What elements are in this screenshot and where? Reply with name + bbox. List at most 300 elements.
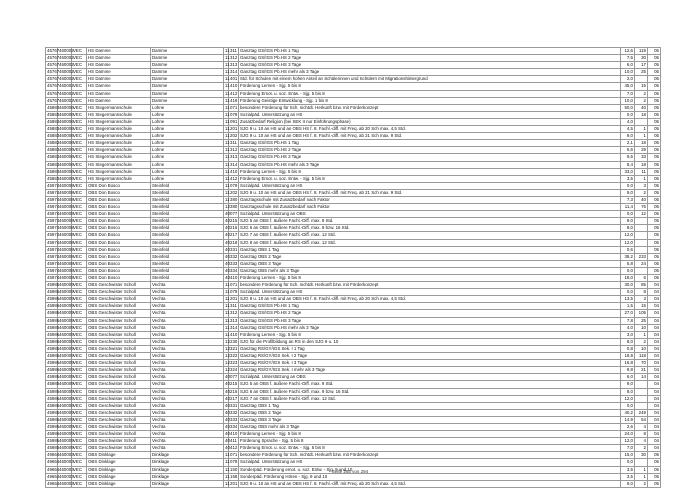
table-row [46,275,661,282]
id-cell: 45883 [47,147,60,153]
count-cell: 1 [635,331,648,338]
hours-cell: 24,0 [621,431,635,438]
id-cell: 45974 [47,267,60,273]
region-cell: VEC [72,409,87,416]
count-cell: 18 [635,161,648,168]
code-cell: 460008 [59,196,74,202]
table-row [46,282,661,289]
description-cell: Ganztag OBS 2 Tage [239,253,621,260]
key-cell: 218 [230,239,238,245]
hours-cell: 2,1 [621,140,635,147]
description-cell: Ganztagsschule mit Zusatzbedarf nach Faktor [239,204,621,211]
key-cell: 410 [230,331,238,337]
key-cell: 333 [230,260,238,266]
type-cell: 40 [225,218,230,224]
key-cell: 322 [230,353,238,359]
code-cell: 460008 [59,182,74,188]
hours-cell: 13,5 [621,296,635,303]
key-cell: 077 [230,374,238,380]
table-row [46,431,661,438]
key-cell: 411 [230,438,237,444]
count-cell: 3 [635,182,648,189]
key-cell: 150 [230,466,238,472]
description-cell: Ganztag OBS mehr als 3 Tage [239,423,621,430]
id-cell: 45986 [47,282,60,288]
id-cell: 45767 [47,76,60,82]
region-cell: VEC [72,331,87,338]
code-cell: 460008 [59,260,74,266]
school-cell: OBS Geschwister Scholl [87,353,151,360]
school-cell: OBS Don Bosco [87,204,151,211]
id-cell: 49664 [47,452,60,458]
town-cell: Dinklage [151,473,224,480]
region-cell: VEC [72,296,87,303]
code-cell: 460009 [59,423,74,429]
code-cell: 460003 [59,466,74,472]
hours-cell: 10,0 [621,69,635,76]
table-row [46,438,661,445]
town-cell: Damme [151,90,224,97]
town-cell: Vechta [151,296,224,303]
group-cell: 05 [648,267,661,274]
table-row [46,189,661,196]
table-row [46,133,661,140]
code-cell: 460008 [59,275,74,280]
id-cell: 49664 [47,473,60,479]
town-cell: Vechta [151,310,224,317]
table-row [46,239,661,246]
region-cell: VEC [72,69,87,76]
group-cell: 04 [648,296,661,303]
key-cell: 077 [230,211,238,217]
code-cell: 460009 [59,360,74,366]
description-cell: Sozialpäd. Unterstützung an OBS [239,374,621,381]
hours-cell: 16,8 [621,360,635,367]
count-cell [635,402,648,409]
key-cell: 314 [230,69,238,75]
type-cell: 40 [225,381,230,387]
hours-cell: 3,5 [621,466,635,473]
key-cell: 215 [230,218,238,224]
school-cell: OBS Geschwister Scholl [87,423,151,430]
table-row [46,168,661,175]
table-row [46,161,661,168]
town-cell: Steinfeld [151,253,224,260]
key-cell: 334 [230,267,238,273]
table-row [46,303,661,310]
key-cell: 333 [230,416,238,422]
group-cell: 05 [648,225,661,232]
region-cell: VEC [72,133,87,140]
type-cell: 40 [225,275,230,280]
school-cell: OBS Dinklage [87,452,151,459]
region-cell: VEC [72,423,87,430]
type-cell: 11 [225,175,230,181]
type-cell: 11 [225,133,230,139]
region-cell: VEC [72,97,87,104]
school-cell: OBS Don Bosco [87,218,151,225]
key-cell: 216 [230,225,238,231]
hours-cell: 18,0 [621,275,635,282]
group-cell: 04 [648,345,661,352]
id-cell: 45883 [47,140,60,146]
code-cell: 460002 [59,97,74,103]
key-cell: 312 [230,310,238,316]
table-row [46,97,661,104]
description-cell: Std. für Schulen mit einem hohen Anteil an Schülerinnen und Schülern mit Migrationshintergrund [239,76,621,83]
group-cell: 05 [648,76,661,83]
group-cell: 05 [648,480,661,487]
region-cell: VEC [72,438,87,445]
type-cell: 11 [225,111,230,117]
code-cell: 460009 [59,445,74,451]
school-cell: HS Stegermannschule [87,147,151,154]
id-cell: 45986 [47,289,60,295]
type-cell: 40 [225,395,230,401]
group-cell: 05 [648,239,661,246]
description-cell: besondere Förderung für Sch. nichtdt. Herkunft bzw. mit Förderkonzept [239,104,621,111]
table-row [46,310,661,317]
school-cell: OBS Dinklage [87,459,151,466]
group-cell: 05 [648,175,661,182]
description-cell: Ganztag RS/GY/IGS Sek. I 2 Tage [239,353,621,360]
code-cell: 460003 [59,473,74,479]
group-cell: 05 [648,111,661,118]
id-cell: 45883 [47,104,60,110]
id-cell: 45986 [47,367,60,373]
table-row [46,402,661,409]
id-cell: 49664 [47,459,60,465]
description-cell: SJG 9 u. 10 an HS und an OBS HS f. 8. Fachl.-diff. mit Freq. ab 21 Sch max. 9 Std. [239,189,621,196]
school-cell: OBS Geschwister Scholl [87,438,151,445]
group-cell: 04 [648,338,661,345]
town-cell: Steinfeld [151,218,224,225]
table-row [46,345,661,352]
description-cell: SJG 7 an OBS f. äußere Fachl.-Diff. max. 12 Std. [239,395,621,402]
group-cell: 04 [648,374,661,381]
school-cell: OBS Don Bosco [87,267,151,274]
table-row [46,409,661,416]
town-cell: Vechta [151,438,224,445]
table-row [46,48,661,55]
town-cell: Lohne [151,154,224,161]
hours-cell: 12,6 [621,48,635,55]
group-cell: 05 [648,133,661,140]
code-cell: 460006 [59,126,74,132]
type-cell: 11 [225,97,230,103]
table-row [46,218,661,225]
type-cell: 11 [225,196,230,202]
count-cell: 2 [635,189,648,196]
page-footer: Seite 265 von 294 [331,469,369,474]
count-cell: 1 [635,175,648,182]
town-cell: Steinfeld [151,267,224,274]
id-cell: 45986 [47,374,60,380]
table-row [46,225,661,232]
id-cell: 45974 [47,239,60,245]
table-row [46,204,661,211]
group-cell: 05 [648,452,661,459]
region-cell: VEC [72,282,87,289]
description-cell: Ganztag GS/IGS Pb.HS 1 Tag [239,48,621,55]
key-cell: 215 [230,381,238,387]
id-cell: 45986 [47,331,60,337]
id-cell: 45986 [47,324,60,330]
school-cell: OBS Geschwister Scholl [87,282,151,289]
table-row [46,388,661,395]
region-cell: VEC [72,260,87,267]
description-cell: Sozialpäd. Unterstützung an HS [239,111,621,118]
hours-cell: 3,5 [621,473,635,480]
region-cell: VEC [72,140,87,147]
table-row [46,118,661,125]
region-cell: VEC [72,182,87,189]
code-cell: 460009 [59,338,74,344]
school-cell: OBS Geschwister Scholl [87,367,151,374]
description-cell: Ganztag GS/IGS Pb.HS mehr als 3 Tage [239,324,621,331]
description-cell: SJG 9 u. 10 an HS und an OBS HS f. 8. Fachl.-diff. mit Freq. ab 20 Sch max. 4,5 Std. [239,480,621,487]
code-cell: 460008 [59,232,74,238]
id-cell: 45767 [47,62,60,68]
code-cell: 460006 [59,140,74,146]
hours-cell: 0,0 [621,111,635,118]
type-cell: 11 [225,48,230,53]
hours-cell: 30,0 [621,282,635,289]
type-cell: 12 [225,204,230,210]
key-cell: 314 [230,324,238,330]
description-cell: SJG 6 an OBS f. äußere Fachl.-Diff. max. 9 bzw. 16 Std. [239,225,621,232]
region-cell: VEC [72,459,87,466]
town-cell: Steinfeld [151,232,224,239]
key-cell: 410 [230,83,238,89]
hours-cell: 7,8 [621,317,635,324]
code-cell: 460006 [59,154,74,160]
count-cell [635,388,648,395]
hours-cell: 0,0 [621,459,635,466]
town-cell: Steinfeld [151,246,224,253]
description-cell: SJG 6 an OBS f. äußere Fachl.-Diff. max. 9 bzw. 16 Std. [239,388,621,395]
group-cell: 05 [648,90,661,97]
type-cell: 11 [225,473,230,479]
key-cell: 202 [230,133,238,139]
region-cell: VEC [72,360,87,367]
table-row [46,126,661,133]
group-cell: 05 [648,161,661,168]
code-cell: 460009 [59,431,74,437]
key-cell: 380 [230,196,238,202]
hours-cell: 0,0 [621,182,635,189]
key-cell: 079 [230,459,238,465]
key-cell: 217 [230,395,238,401]
id-cell: 45974 [47,253,60,259]
hours-cell: 12,0 [621,232,635,239]
description-cell: Ganztag GS/IGS Pb.HS mehr als 3 Tage [239,69,621,76]
type-cell: 40 [225,267,230,273]
count-cell [635,218,648,225]
town-cell: Lohne [151,168,224,175]
school-cell: HS Damme [87,69,151,76]
code-cell: 460002 [59,76,74,82]
key-cell: 412 [230,90,238,96]
table-row [46,331,661,338]
id-cell: 45986 [47,445,60,451]
id-cell: 45883 [47,111,60,117]
code-cell: 460008 [59,211,74,217]
region-cell: VEC [72,168,87,175]
group-cell: 04 [648,431,661,438]
town-cell: Vechta [151,353,224,360]
region-cell: VEC [72,345,87,352]
count-cell [635,267,648,274]
type-cell: 12 [225,345,230,351]
code-cell: 460002 [59,55,74,61]
school-cell: OBS Geschwister Scholl [87,317,151,324]
school-cell: OBS Dinklage [87,480,151,487]
region-cell: VEC [72,246,87,253]
code-cell: 460009 [59,416,74,422]
table-row [46,267,661,274]
group-cell: 05 [648,83,661,90]
table-row [46,140,661,147]
table-row [46,175,661,182]
code-cell: 460006 [59,175,74,181]
school-cell: OBS Geschwister Scholl [87,445,151,452]
town-cell: Vechta [151,338,224,345]
type-cell: 40 [225,445,230,451]
count-cell: 118 [635,353,648,360]
region-cell: VEC [72,175,87,182]
count-cell: 12 [635,211,648,218]
id-cell: 45974 [47,211,60,217]
description-cell: Ganztag RS/GY/IGS Sek. I mehr als 3 Tage [239,367,621,374]
town-cell: Vechta [151,416,224,423]
hours-cell: 8,4 [621,161,635,168]
group-cell: 04 [648,303,661,310]
town-cell: Lohne [151,126,224,133]
key-cell: 312 [230,147,238,153]
school-cell: HS Damme [87,97,151,104]
type-cell: 12 [225,367,230,373]
town-cell: Vechta [151,345,224,352]
group-cell: 05 [648,275,661,282]
school-cell: OBS Don Bosco [87,246,151,253]
table-row [46,246,661,253]
type-cell: 11 [225,182,230,188]
id-cell: 45883 [47,175,60,181]
code-cell: 460003 [59,452,74,458]
region-cell: VEC [72,367,87,374]
code-cell: 460009 [59,438,74,444]
hours-cell: 0,0 [621,402,635,409]
school-cell: OBS Geschwister Scholl [87,395,151,402]
hours-cell: 18,9 [621,353,635,360]
town-cell: Dinklage [151,480,224,487]
group-cell: 05 [648,168,661,175]
group-cell: 05 [648,62,661,69]
description-cell: SJG 8 an OBS f. äußere Fachl.-Diff. max. 12 Std. [239,239,621,246]
key-cell: 079 [230,111,238,117]
code-cell: 460009 [59,345,74,351]
table-row [46,296,661,303]
school-cell: HS Damme [87,83,151,90]
code-cell: 460006 [59,111,74,117]
town-cell: Vechta [151,431,224,438]
hours-cell: 8,0 [621,225,635,232]
description-cell: Förderung Lernen - Sjg. 5 bis 8 [239,431,621,438]
region-cell: VEC [72,353,87,360]
school-cell: OBS Geschwister Scholl [87,331,151,338]
count-cell: 21 [635,367,648,374]
town-cell: Steinfeld [151,239,224,246]
key-cell: 201 [230,480,238,486]
town-cell: Dinklage [151,452,224,459]
school-cell: OBS Geschwister Scholl [87,409,151,416]
school-cell: HS Stegermannschule [87,140,151,147]
type-cell: 11 [225,331,230,337]
school-cell: OBS Geschwister Scholl [87,374,151,381]
school-cell: HS Stegermannschule [87,118,151,125]
town-cell: Damme [151,76,224,83]
id-cell: 45767 [47,55,60,61]
group-cell: 04 [648,317,661,324]
description-cell: besondere Förderung für Sch. nichtdt. Herkunft bzw. mit Förderkonzept [239,452,621,459]
region-cell: VEC [72,416,87,423]
id-cell: 45974 [47,275,60,280]
table-row [46,317,661,324]
type-cell: 40 [225,260,230,266]
description-cell: Ganztag GS/IGS Pb.HS 2 Tage [239,55,621,62]
code-cell: 460006 [59,147,74,153]
group-cell: 05 [648,104,661,111]
description-cell: Ganztag GS/IGS Pb.HS 2 Tage [239,147,621,154]
table-row [46,182,661,189]
school-cell: OBS Don Bosco [87,260,151,267]
hours-cell: 10,0 [621,97,635,104]
group-cell: 04 [648,438,661,445]
hours-cell: 3,0 [621,331,635,338]
id-cell: 45986 [47,423,60,429]
key-cell: 312 [230,55,238,61]
description-cell: Förderung Emot. u. soz. Entw. - Sjg. 5 bis 8 [239,175,621,182]
group-cell: 05 [648,211,661,218]
code-cell: 460009 [59,296,74,302]
type-cell: 40 [225,416,230,422]
count-cell [635,225,648,232]
count-cell: 105 [635,310,648,317]
table-row [46,232,661,239]
description-cell: Ganztag RS/GY/IGS Sek. I 1 Tag [239,345,621,352]
count-cell [635,118,648,125]
table-row [46,154,661,161]
count-cell: 2 [635,97,648,104]
town-cell: Vechta [151,360,224,367]
region-cell: VEC [72,126,87,133]
description-cell: SJG 9 u. 10 an HS und an OBS HS f. 8. Fachl.-diff. mit Freq. ab 21 Sch max. 9 Std. [239,133,621,140]
group-cell: 05 [648,253,661,260]
id-cell: 49664 [47,466,60,472]
type-cell: 12 [225,338,230,344]
group-cell: 05 [648,459,661,466]
school-cell: OBS Geschwister Scholl [87,324,151,331]
group-cell: 05 [648,154,661,161]
town-cell: Lohne [151,118,224,125]
id-cell: 45986 [47,345,60,351]
town-cell: Lohne [151,133,224,140]
hours-cell: 7,3 [621,196,635,203]
count-cell: 119 [635,48,648,55]
id-cell: 45986 [47,310,60,316]
town-cell: Vechta [151,303,224,310]
